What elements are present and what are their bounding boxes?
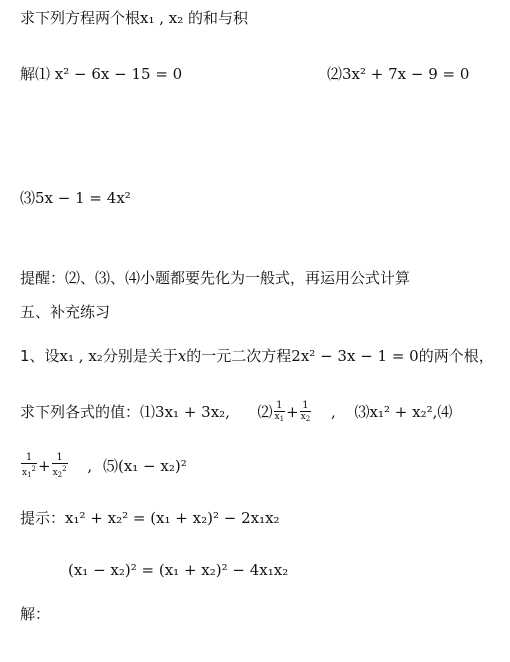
q3-label: ⑶	[354, 403, 370, 421]
q4-fraction-2: $\frac{1}{x_2^2}$	[52, 452, 67, 479]
q4-fraction-1: $\frac{1}{x_1^2}$	[22, 452, 37, 479]
problem-1	[20, 64, 182, 84]
exercise-mid: 分别是关于	[102, 347, 178, 365]
exercise-1	[20, 346, 494, 366]
problem-1-label: 解⑴	[20, 65, 51, 83]
problem-2-label: ⑵	[327, 65, 343, 83]
problem-2-equation: 3x² + 7x − 9 = 0	[342, 65, 470, 83]
q4-label: ⑷	[437, 403, 453, 421]
exercise-variable: x	[177, 347, 187, 365]
q2-fraction-1: $\frac{1}{x_1}$	[274, 400, 285, 423]
title-suffix: 的和与积	[183, 9, 249, 27]
exercise-roots: x₁ , x₂	[59, 347, 103, 365]
problem-title	[20, 8, 248, 28]
hint-formula-diff-square: (x₁ − x₂)² = (x₁ + x₂)² − 4x₁x₂	[68, 561, 289, 579]
answer-label: 解：	[20, 605, 51, 623]
exercise-mid2: 的一元二次方程	[186, 347, 292, 365]
q1-label: ⑴	[140, 403, 156, 421]
sub-questions-intro: 求下列各式的值：	[20, 403, 141, 421]
hint-formula-1	[20, 508, 280, 528]
title-prefix: 求下列方程两个根	[20, 9, 141, 27]
q2-label: ⑵	[257, 403, 273, 421]
hint-general-form: 提醒：⑵、⑶、⑷小题都要先化为一般式，再运用公式计算	[20, 269, 411, 287]
problem-2	[327, 64, 469, 84]
hint-formula-sum-squares: x₁² + x₂² = (x₁ + x₂)² − 2x₁x₂	[65, 509, 280, 527]
section-heading: 五、补充练习	[20, 303, 111, 321]
q2-fraction-2: $\frac{1}{x_2}$	[300, 400, 311, 423]
sub-questions-line-2: $\frac{1}{x_1^2}$ + $\frac{1}{x_2^2}$ , ⑸(x₁ − x₂)²	[22, 452, 187, 479]
problem-3-label: ⑶	[20, 189, 36, 207]
problem-3-equation: 5x − 1 = 4x²	[35, 189, 131, 207]
title-roots: x₁ , x₂	[140, 9, 184, 27]
exercise-suffix: 的两个根，	[418, 347, 494, 365]
sub-questions-line-1: 求下列各式的值：⑴3x₁ + 3x₂, ⑵ $\frac{1}{x_1}$ + $\frac{1}{x_2}$ , ⑶x₁² + x₂²,⑷	[20, 400, 453, 423]
exercise-equation: 2x² − 3x − 1 = 0	[291, 347, 419, 365]
hint-label: 提示：	[20, 509, 66, 527]
exercise-prefix: 1、设	[20, 347, 60, 365]
problem-1-equation: x² − 6x − 15 = 0	[54, 65, 183, 83]
hint-formula-2	[68, 560, 288, 580]
q5-label: ⑸	[102, 457, 118, 475]
q3-expression: x₁² + x₂²	[369, 403, 433, 421]
problem-3	[20, 188, 131, 208]
q1-expression: 3x₁ + 3x₂	[155, 403, 226, 421]
q5-expression: (x₁ − x₂)²	[117, 457, 187, 475]
